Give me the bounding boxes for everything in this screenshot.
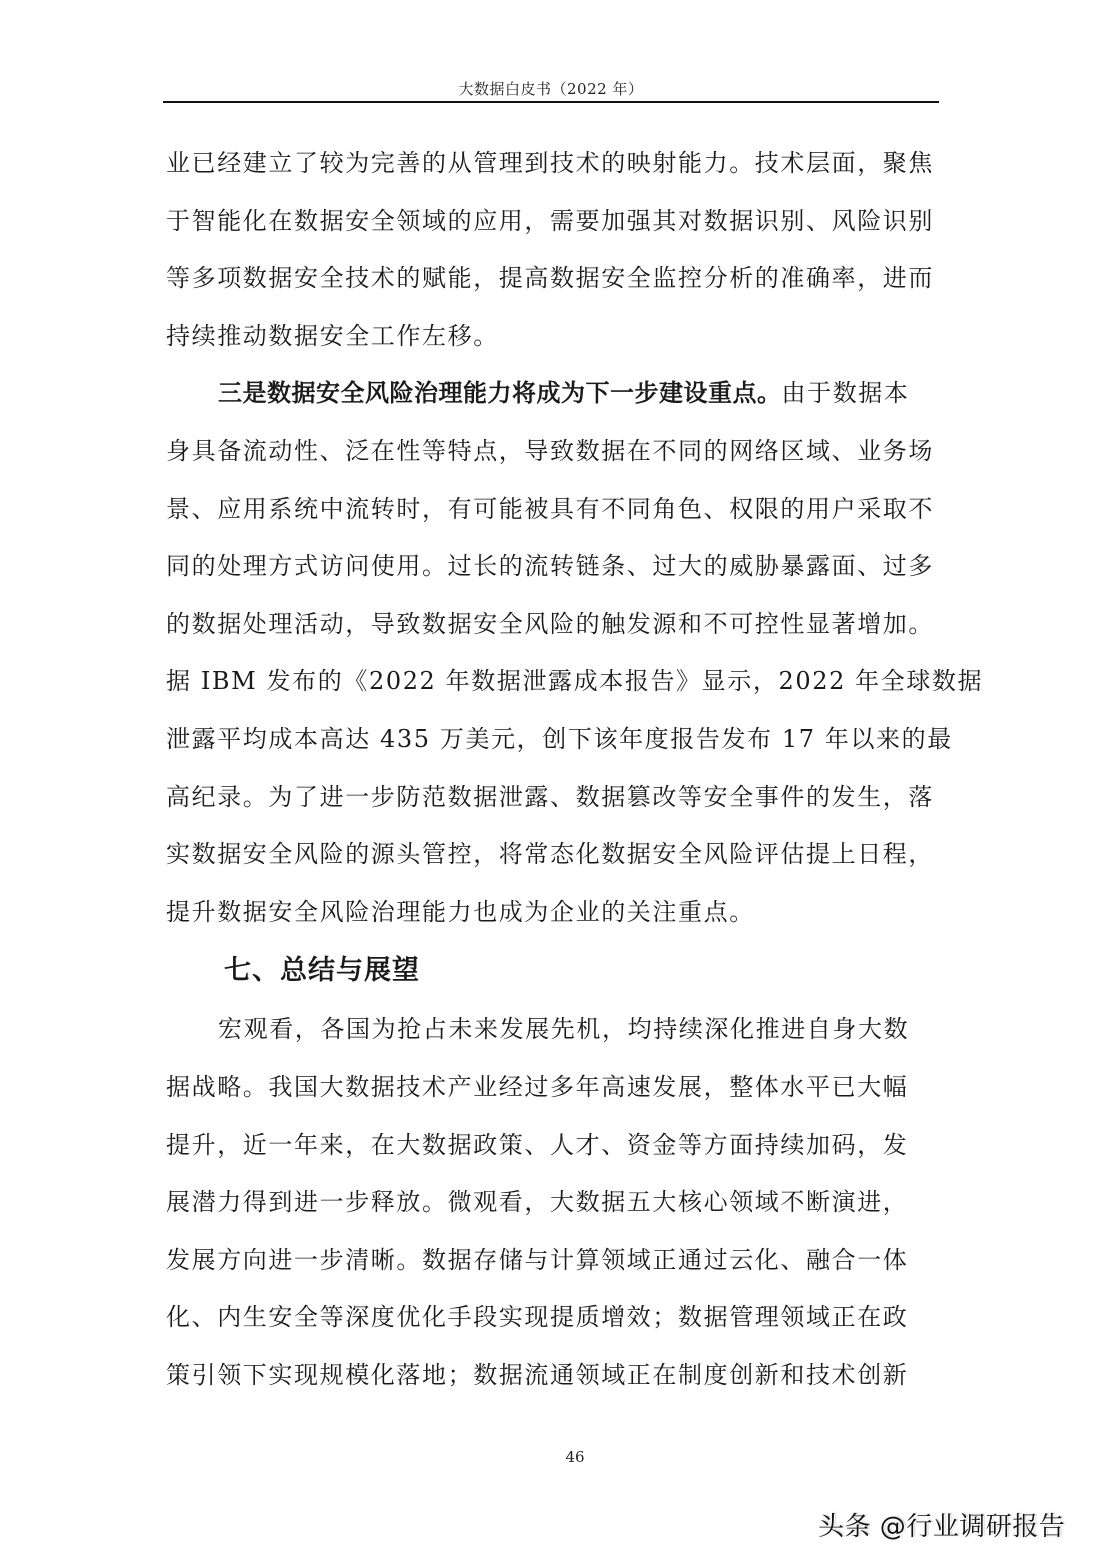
text-line: 景、应用系统中流转时，有可能被具有不同角色、权限的用户采取不 <box>166 494 934 523</box>
section-heading: 七、总结与展望 <box>224 955 420 987</box>
text-line <box>166 365 936 423</box>
text-line: 高纪录。为了进一步防范数据泄露、数据篡改等安全事件的发生，落 <box>166 782 934 811</box>
paragraph-risk-governance <box>166 365 984 941</box>
text-line: 宏观看，各国为抢占未来发展先机，均持续深化推进自身大数 <box>218 1015 910 1044</box>
paragraph-technical-layer <box>166 135 936 365</box>
text-line: 实数据安全风险的源头管控，将常态化数据安全风险评估提上日程， <box>166 840 934 869</box>
text-line: 的数据处理活动，导致数据安全风险的触发源和不可控性显著增加。 <box>166 609 934 638</box>
text-line: 化、内生安全等深度优化手段实现提质增效；数据管理领域正在政 <box>166 1303 909 1332</box>
header-divider <box>163 101 939 103</box>
text-line: 持续推动数据安全工作左移。 <box>166 321 499 350</box>
text-line: 于智能化在数据安全领域的应用，需要加强其对数据识别、风险识别 <box>166 206 934 235</box>
watermark: 头条 @行业调研报告 <box>818 1512 1066 1542</box>
page-number: 46 <box>565 1448 585 1466</box>
text-line: 身具备流动性、泛在性等特点，导致数据在不同的网络区域、业务场 <box>166 436 934 465</box>
text-line: 据战略。我国大数据技术产业经过多年高速发展，整体水平已大幅 <box>166 1072 909 1101</box>
text-line: 据 IBM 发布的《2022 年数据泄露成本报告》显示，2022 年全球数据 <box>166 667 984 696</box>
text-line: 提升数据安全风险治理能力也成为企业的关注重点。 <box>166 897 755 926</box>
text-line: 策引领下实现规模化落地；数据流通领域正在制度创新和技术创新 <box>166 1360 909 1389</box>
text-line: 同的处理方式访问使用。过长的流转链条、过大的威胁暴露面、过多 <box>166 552 934 581</box>
text-line: 展潜力得到进一步释放。微观看，大数据五大核心领域不断演进， <box>166 1188 909 1217</box>
text-line: 发展方向进一步清晰。数据存储与计算领域正通过云化、融合一体 <box>166 1245 909 1274</box>
text-line: 等多项数据安全技术的赋能，提高数据安全监控分析的准确率，进而 <box>166 264 934 293</box>
text-line: 泄露平均成本高达 435 万美元，创下该年度报告发布 17 年以来的最 <box>166 724 953 753</box>
text-line: 业已经建立了较为完善的从管理到技术的映射能力。技术层面，聚焦 <box>166 149 934 177</box>
page-body <box>166 135 984 1404</box>
text-run: 由于数据本 <box>781 379 910 408</box>
text-line: 提升，近一年来，在大数据政策、人才、资金等方面持续加码，发 <box>166 1130 909 1159</box>
paragraph-summary <box>166 1001 936 1404</box>
running-header-title: 大数据白皮书（2022 年） <box>458 80 644 98</box>
bold-lead-sentence: 三是数据安全风险治理能力将成为下一步建设重点。 <box>218 379 782 408</box>
